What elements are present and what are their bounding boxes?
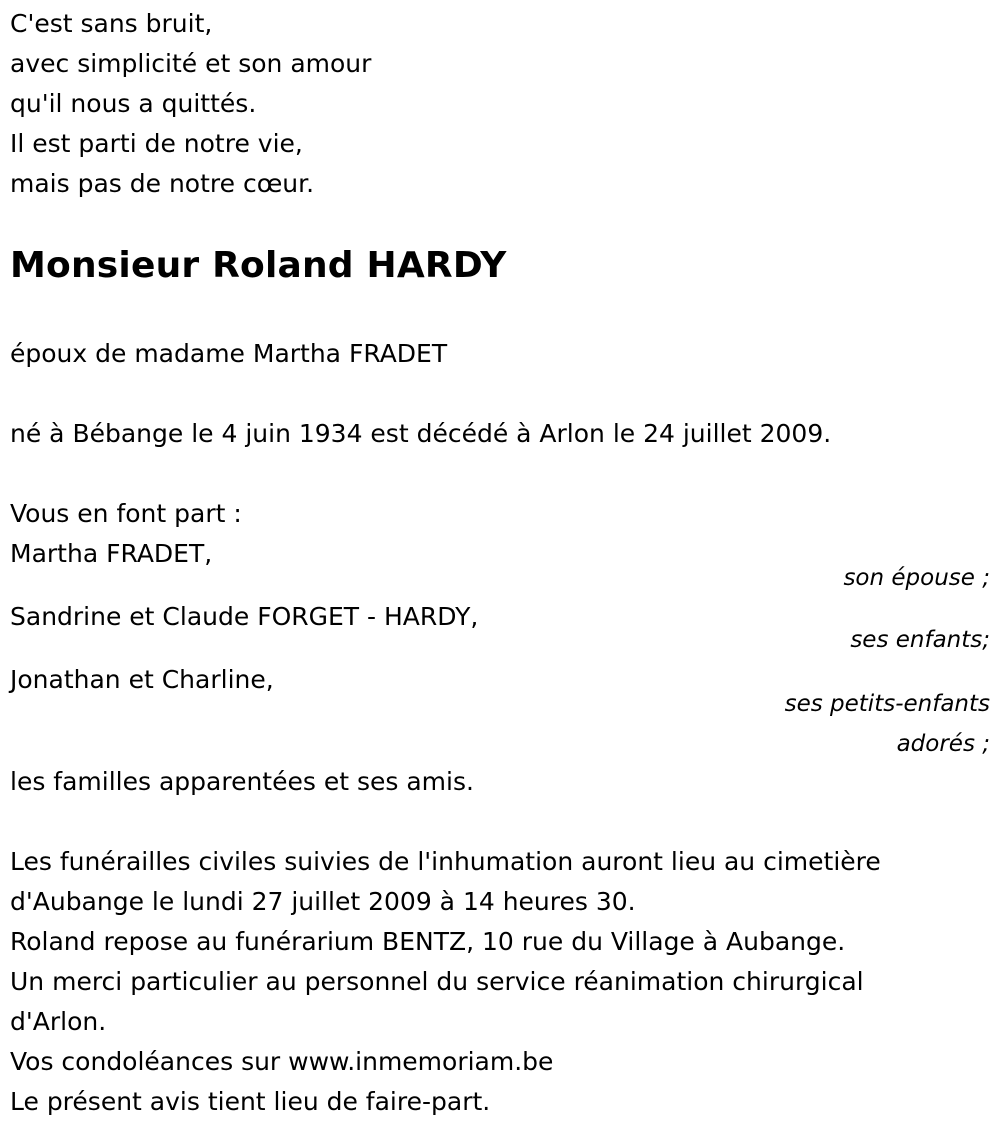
details-line: d'Aubange le lundi 27 juillet 2009 à 14 heures 30.	[10, 887, 636, 916]
details-line: Roland repose au funérarium BENTZ, 10 rue du Village à Aubange.	[10, 927, 846, 956]
announcement-intro: Vous en font part :	[10, 499, 242, 528]
grandchildren-role-continued: adorés ;	[896, 731, 990, 757]
poem-line: Il est parti de notre vie,	[10, 129, 303, 158]
poem-line: C'est sans bruit,	[10, 9, 213, 38]
details-line: Les funérailles civiles suivies de l'inhumation auront lieu au cimetière	[10, 847, 881, 876]
spouse-role: son épouse ;	[843, 565, 990, 591]
details-line: d'Arlon.	[10, 1007, 107, 1036]
spouse-line: époux de madame Martha FRADET	[10, 339, 448, 368]
funeral-details	[10, 842, 881, 1122]
deceased-name: Monsieur Roland HARDY	[10, 245, 507, 286]
birth-death-line: né à Bébange le 4 juin 1934 est décédé à Arlon le 24 juillet 2009.	[10, 419, 832, 448]
poem-line: qu'il nous a quittés.	[10, 89, 257, 118]
condolences-link-line: Vos condoléances sur www.inmemoriam.be	[10, 1047, 554, 1076]
poem-line: mais pas de notre cœur.	[10, 169, 315, 198]
poem-line: avec simplicité et son amour	[10, 49, 372, 78]
poem	[10, 4, 371, 204]
grandchildren-names: Jonathan et Charline,	[10, 665, 274, 694]
details-line: Le présent avis tient lieu de faire-part.	[10, 1087, 491, 1116]
other-family: les familles apparentées et ses amis.	[10, 767, 474, 796]
details-line: Un merci particulier au personnel du service réanimation chirurgical	[10, 967, 864, 996]
spouse-name: Martha FRADET,	[10, 539, 213, 568]
grandchildren-role: ses petits-enfants	[784, 691, 990, 717]
children-role: ses enfants;	[850, 627, 990, 653]
children-names: Sandrine et Claude FORGET - HARDY,	[10, 602, 479, 631]
